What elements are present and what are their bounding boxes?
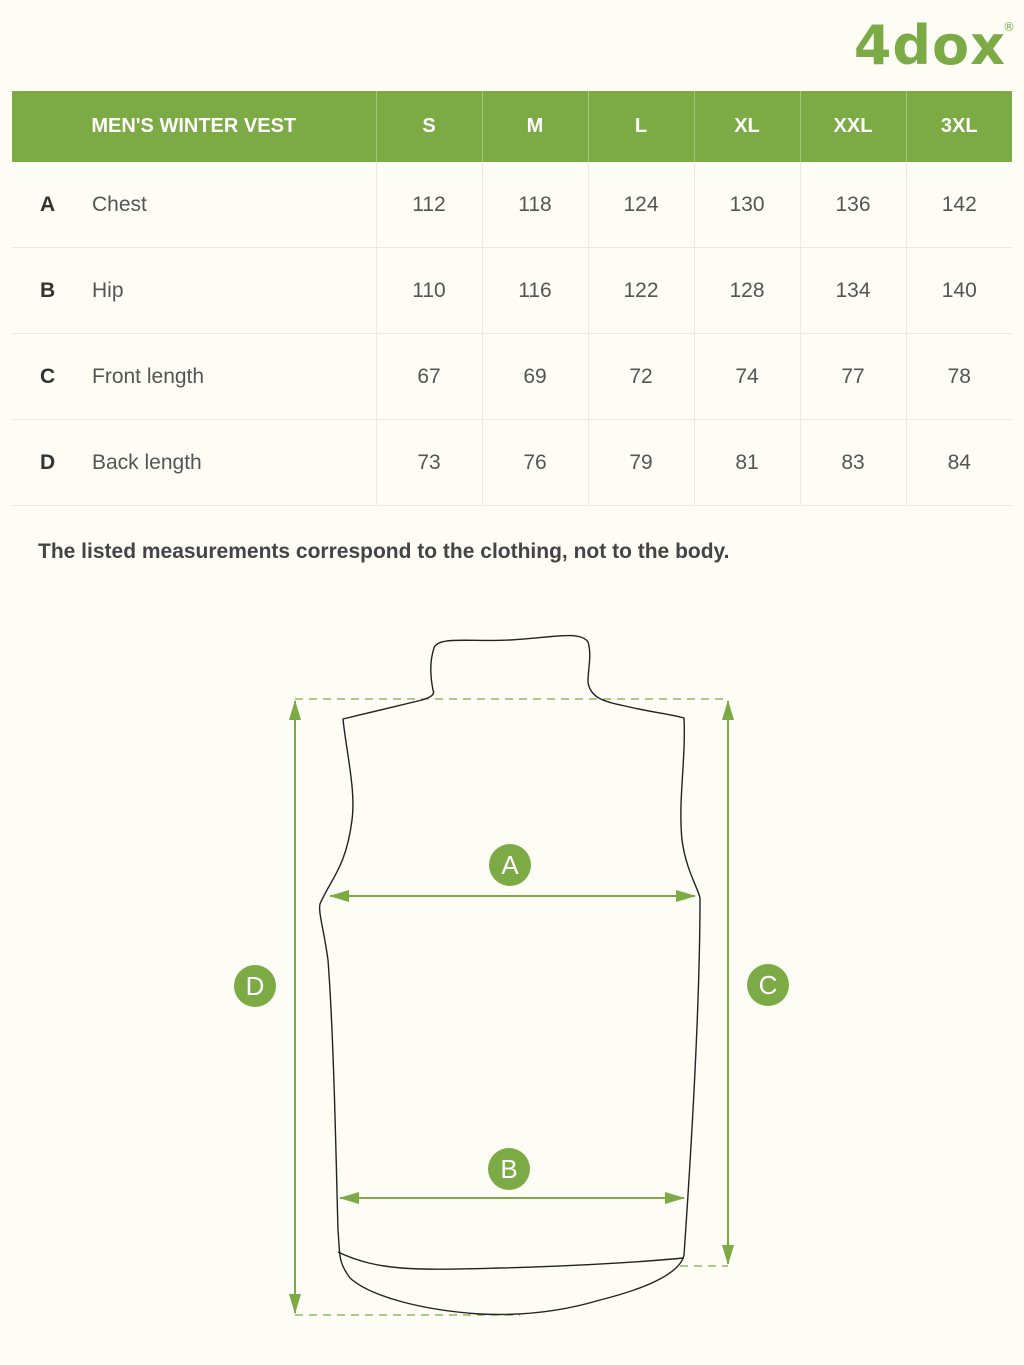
table-cell: 118 bbox=[482, 162, 588, 248]
table-cell: 124 bbox=[588, 162, 694, 248]
badge-front-length bbox=[747, 964, 789, 1006]
measurement-note: The listed measurements correspond to the clothing, not to the body. bbox=[38, 540, 730, 563]
table-cell: 130 bbox=[694, 162, 800, 248]
size-chart-table bbox=[12, 91, 1012, 506]
table-row-back-length bbox=[12, 420, 1012, 506]
table-cell: 81 bbox=[694, 420, 800, 506]
table-cell: 77 bbox=[800, 334, 906, 420]
row-name: Front length bbox=[92, 364, 205, 388]
table-cell: 76 bbox=[482, 420, 588, 506]
table-cell: 69 bbox=[482, 334, 588, 420]
row-letter: B bbox=[40, 278, 56, 302]
row-header bbox=[12, 420, 376, 506]
table-cell: 72 bbox=[588, 334, 694, 420]
row-name: Hip bbox=[92, 278, 124, 302]
table-cell: 78 bbox=[906, 334, 1012, 420]
size-header-3xl: 3XL bbox=[906, 91, 1012, 162]
table-cell: 67 bbox=[376, 334, 482, 420]
table-cell: 128 bbox=[694, 248, 800, 334]
table-cell: 74 bbox=[694, 334, 800, 420]
row-header bbox=[12, 162, 376, 248]
badge-front-label: C bbox=[758, 970, 778, 1000]
size-header-s: S bbox=[376, 91, 482, 162]
row-header bbox=[12, 248, 376, 334]
size-header-m: M bbox=[482, 91, 588, 162]
size-header-xxl: XXL bbox=[800, 91, 906, 162]
table-cell: 116 bbox=[482, 248, 588, 334]
badge-back-label: D bbox=[245, 971, 265, 1001]
table-cell: 83 bbox=[800, 420, 906, 506]
table-cell: 110 bbox=[376, 248, 482, 334]
row-name: Back length bbox=[92, 450, 202, 474]
table-cell: 73 bbox=[376, 420, 482, 506]
table-row-chest bbox=[12, 162, 1012, 248]
table-cell: 140 bbox=[906, 248, 1012, 334]
table-row-front-length bbox=[12, 334, 1012, 420]
table-title: MEN'S WINTER VEST bbox=[12, 91, 376, 162]
row-name: Chest bbox=[92, 192, 147, 216]
brand-logo bbox=[853, 14, 1016, 77]
row-letter: C bbox=[40, 364, 56, 388]
table-cell: 79 bbox=[588, 420, 694, 506]
badge-hip bbox=[488, 1148, 530, 1190]
registered-mark: ® bbox=[1003, 20, 1016, 34]
table-cell: 122 bbox=[588, 248, 694, 334]
table-cell: 134 bbox=[800, 248, 906, 334]
logo-text: 4dox bbox=[853, 14, 1006, 77]
table-row-hip bbox=[12, 248, 1012, 334]
row-letter: A bbox=[40, 192, 56, 216]
vest-diagram bbox=[0, 600, 1024, 1340]
size-header-l: L bbox=[588, 91, 694, 162]
table-header-row bbox=[12, 91, 1012, 162]
vest-outline bbox=[320, 636, 700, 1315]
table-cell: 136 bbox=[800, 162, 906, 248]
badge-hip-label: B bbox=[500, 1154, 518, 1184]
vest-hem-line bbox=[338, 1252, 684, 1269]
table-cell: 112 bbox=[376, 162, 482, 248]
size-header-xl: XL bbox=[694, 91, 800, 162]
row-letter: D bbox=[40, 450, 56, 474]
badge-chest-label: A bbox=[501, 850, 519, 880]
row-header bbox=[12, 334, 376, 420]
table-cell: 84 bbox=[906, 420, 1012, 506]
badge-chest bbox=[489, 844, 531, 886]
badge-back-length bbox=[234, 965, 276, 1007]
table-cell: 142 bbox=[906, 162, 1012, 248]
